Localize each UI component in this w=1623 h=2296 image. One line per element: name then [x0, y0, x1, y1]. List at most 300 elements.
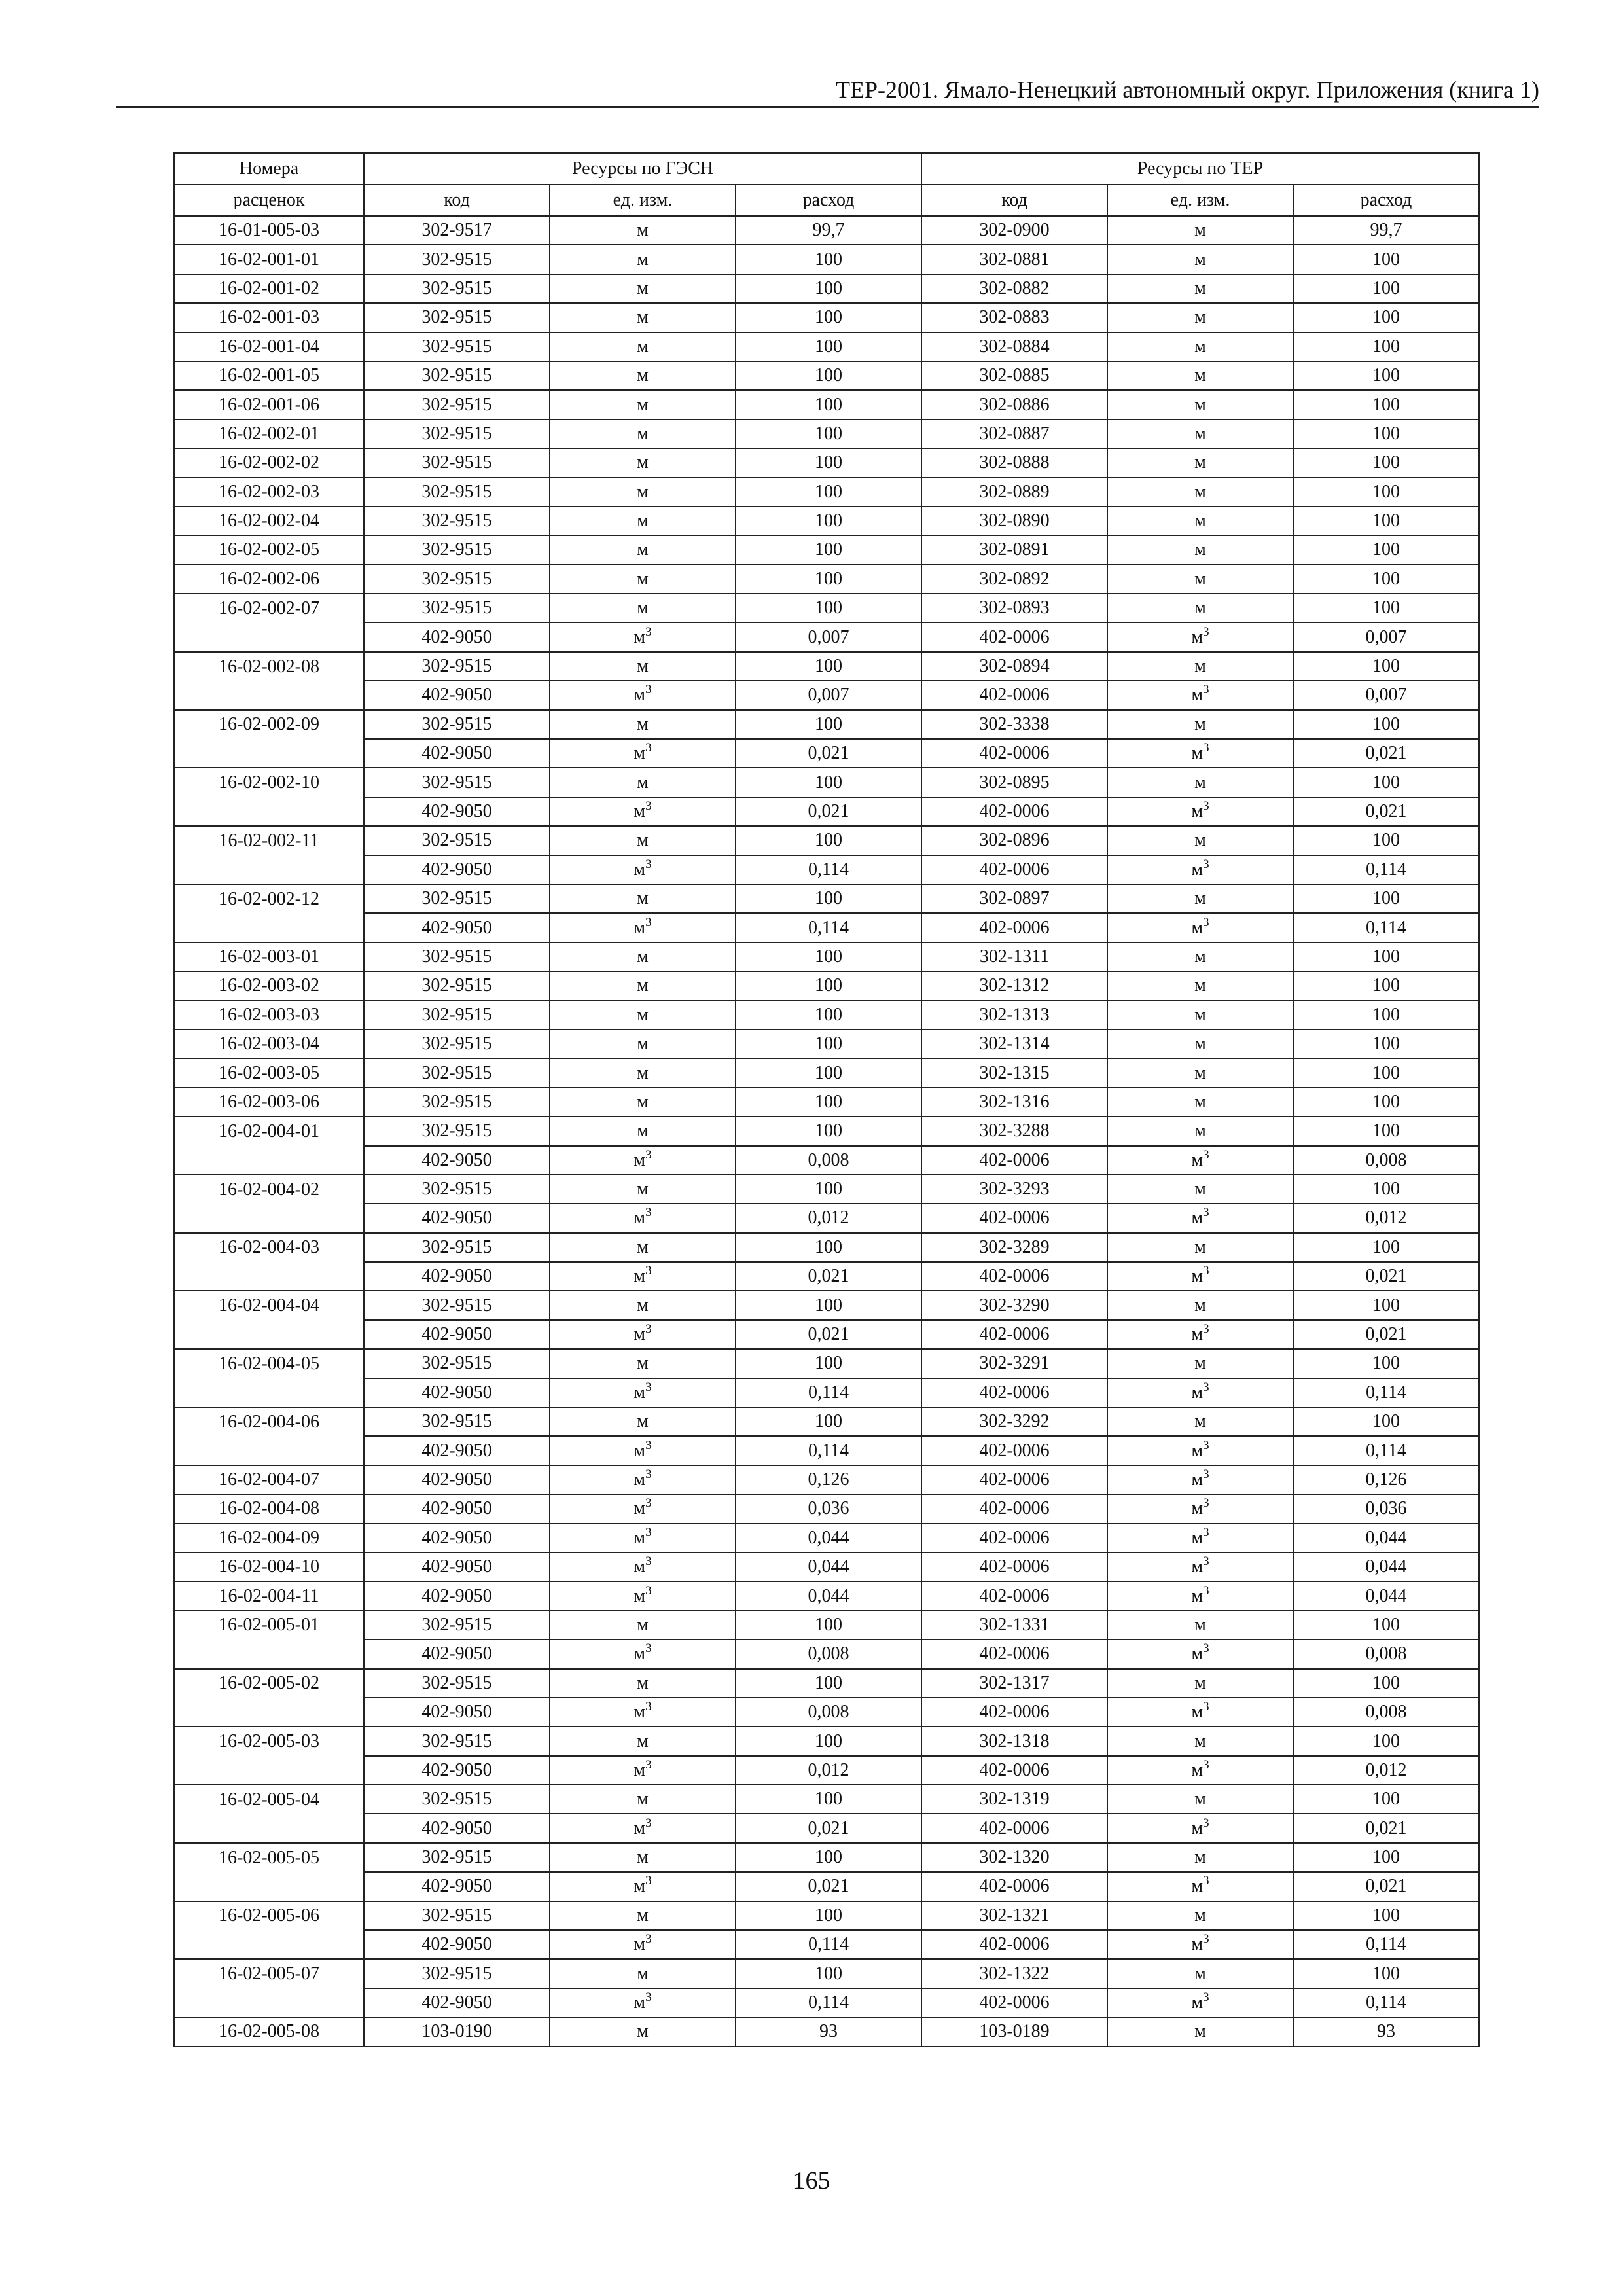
rate-number-cell: 16-02-001-02: [174, 274, 364, 303]
ter-amount-cell: 0,007: [1293, 622, 1479, 651]
table-row: [174, 1291, 1479, 1319]
ter-amount-cell: 100: [1293, 507, 1479, 535]
ter-amount-cell: 100: [1293, 245, 1479, 274]
gesn-amount-cell: 100: [736, 1058, 921, 1087]
ter-code-cell: 402-0006: [921, 1988, 1107, 2017]
table-row: [174, 1175, 1479, 1204]
ter-unit-cell: $м^3$: [1107, 1552, 1293, 1581]
ter-amount-cell: 100: [1293, 884, 1479, 913]
rate-number-cell: [174, 797, 364, 826]
ter-amount-cell: 100: [1293, 826, 1479, 855]
gesn-code-cell: 402-9050: [364, 855, 550, 884]
gesn-code-cell: 302-9515: [364, 1669, 550, 1698]
gesn-group-header: Ресурсы по ГЭСН: [364, 153, 921, 185]
ter-code-cell: 302-0894: [921, 652, 1107, 681]
table-row: [174, 565, 1479, 594]
rate-number-cell: 16-02-004-02: [174, 1175, 364, 1204]
ter-unit-cell: м: [1107, 1117, 1293, 1145]
ter-unit-cell: м: [1107, 1001, 1293, 1030]
ter-code-cell: 402-0006: [921, 1756, 1107, 1785]
ter-unit-cell: м: [1107, 1088, 1293, 1117]
gesn-code-cell: 402-9050: [364, 1465, 550, 1494]
gesn-amount-cell: 0,021: [736, 1814, 921, 1842]
gesn-code-cell: 302-9515: [364, 1901, 550, 1930]
ter-unit-cell: м: [1107, 2017, 1293, 2046]
gesn-code-cell: 302-9515: [364, 332, 550, 361]
gesn-unit-cell: м: [550, 390, 736, 419]
gesn-code-cell: 302-9515: [364, 565, 550, 594]
ter-amount-cell: 100: [1293, 448, 1479, 477]
ter-code-cell: 402-0006: [921, 855, 1107, 884]
table-row: [174, 1756, 1479, 1785]
rate-number-cell: 16-02-002-11: [174, 826, 364, 855]
gesn-amount-cell: 100: [736, 942, 921, 971]
ter-amount-cell: 100: [1293, 1001, 1479, 1030]
ter-unit-cell: $м^3$: [1107, 622, 1293, 651]
rate-number-cell: [174, 1262, 364, 1291]
gesn-amount-cell: 0,036: [736, 1494, 921, 1523]
table-row: [174, 303, 1479, 332]
gesn-unit-cell: $м^3$: [550, 1872, 736, 1901]
gesn-amount-cell: 100: [736, 652, 921, 681]
gesn-unit-cell: $м^3$: [550, 1204, 736, 1232]
ter-amount-cell: 100: [1293, 1233, 1479, 1262]
gesn-code-cell: 302-9515: [364, 1175, 550, 1204]
table-row: [174, 390, 1479, 419]
gesn-amount-cell: 0,114: [736, 855, 921, 884]
rate-number-cell: 16-02-001-01: [174, 245, 364, 274]
ter-unit-cell: $м^3$: [1107, 1988, 1293, 2017]
table-row: [174, 1959, 1479, 1988]
gesn-amount-cell: 0,007: [736, 622, 921, 651]
rate-number-cell: 16-02-002-05: [174, 535, 364, 564]
ter-unit-cell: $м^3$: [1107, 1262, 1293, 1291]
gesn-unit-cell: м: [550, 303, 736, 332]
gesn-code-cell: 402-9050: [364, 1640, 550, 1668]
ter-amount-cell: 100: [1293, 1349, 1479, 1378]
ter-amount-cell: 0,114: [1293, 1930, 1479, 1959]
table-row: [174, 1814, 1479, 1842]
gesn-unit-cell: м: [550, 216, 736, 245]
rate-number-cell: [174, 1146, 364, 1175]
rate-number-cell: 16-02-004-11: [174, 1581, 364, 1610]
ter-code-cell: 302-1311: [921, 942, 1107, 971]
gesn-code-cell: 302-9515: [364, 652, 550, 681]
gesn-unit-cell: м: [550, 1088, 736, 1117]
ter-amount-cell: 0,114: [1293, 1436, 1479, 1465]
ter-unit-cell: м: [1107, 216, 1293, 245]
table-row: [174, 1378, 1479, 1407]
gesn-code-cell: 302-9515: [364, 274, 550, 303]
ter-code-cell: 302-3291: [921, 1349, 1107, 1378]
gesn-unit-cell: м: [550, 768, 736, 797]
rate-number-cell: 16-02-004-03: [174, 1233, 364, 1262]
gesn-unit-cell: м: [550, 942, 736, 971]
col-number-header: Номера: [174, 153, 364, 185]
gesn-unit-cell: $м^3$: [550, 1640, 736, 1668]
gesn-amount-cell: 0,021: [736, 1262, 921, 1291]
ter-code-cell: 402-0006: [921, 1524, 1107, 1552]
rate-number-cell: 16-02-005-08: [174, 2017, 364, 2046]
ter-code-cell: 302-0887: [921, 420, 1107, 448]
gesn-unit-cell: м: [550, 1669, 736, 1698]
table-row: [174, 2017, 1479, 2046]
ter-unit-cell: $м^3$: [1107, 1146, 1293, 1175]
table-row: [174, 1233, 1479, 1262]
table-row: [174, 594, 1479, 622]
ter-unit-cell: $м^3$: [1107, 1640, 1293, 1668]
gesn-unit-cell: м: [550, 1001, 736, 1030]
ter-unit-cell: м: [1107, 507, 1293, 535]
ter-code-cell: 402-0006: [921, 681, 1107, 709]
gesn-unit-header: ед. изм.: [550, 185, 736, 216]
gesn-code-cell: 302-9515: [364, 535, 550, 564]
rate-number-cell: 16-02-004-08: [174, 1494, 364, 1523]
gesn-amount-cell: 100: [736, 1785, 921, 1814]
gesn-code-cell: 302-9515: [364, 1349, 550, 1378]
rate-number-cell: 16-02-002-12: [174, 884, 364, 913]
ter-amount-cell: 100: [1293, 535, 1479, 564]
rate-number-cell: 16-02-001-05: [174, 361, 364, 390]
ter-code-cell: 402-0006: [921, 1320, 1107, 1349]
gesn-amount-cell: 100: [736, 478, 921, 507]
ter-code-cell: 302-3338: [921, 710, 1107, 739]
ter-unit-cell: м: [1107, 303, 1293, 332]
gesn-unit-cell: $м^3$: [550, 1581, 736, 1610]
gesn-unit-cell: $м^3$: [550, 1552, 736, 1581]
rate-number-cell: 16-01-005-03: [174, 216, 364, 245]
ter-code-cell: 302-1314: [921, 1030, 1107, 1058]
table-row: [174, 971, 1479, 1000]
gesn-code-cell: 302-9515: [364, 710, 550, 739]
gesn-unit-cell: м: [550, 448, 736, 477]
ter-amount-cell: 0,114: [1293, 855, 1479, 884]
ter-code-cell: 402-0006: [921, 1552, 1107, 1581]
gesn-amount-cell: 0,114: [736, 1988, 921, 2017]
gesn-unit-cell: $м^3$: [550, 1988, 736, 2017]
gesn-amount-cell: 100: [736, 1233, 921, 1262]
gesn-amount-cell: 100: [736, 710, 921, 739]
table-row: [174, 652, 1479, 681]
gesn-amount-cell: 0,012: [736, 1756, 921, 1785]
ter-unit-cell: $м^3$: [1107, 1320, 1293, 1349]
ter-code-cell: 302-0888: [921, 448, 1107, 477]
ter-unit-cell: м: [1107, 594, 1293, 622]
gesn-amount-cell: 0,007: [736, 681, 921, 709]
rate-number-cell: 16-02-002-01: [174, 420, 364, 448]
gesn-amount-cell: 100: [736, 1959, 921, 1988]
gesn-amount-cell: 0,114: [736, 1930, 921, 1959]
ter-group-header: Ресурсы по ТЕР: [921, 153, 1479, 185]
gesn-code-cell: 302-9515: [364, 1959, 550, 1988]
ter-amount-cell: 0,036: [1293, 1494, 1479, 1523]
gesn-unit-cell: $м^3$: [550, 913, 736, 942]
rate-number-cell: 16-02-005-02: [174, 1669, 364, 1698]
gesn-code-cell: 402-9050: [364, 1698, 550, 1727]
running-header-text: ТЕР-2001. Ямало-Ненецкий автономный округ. Приложения (книга 1): [836, 77, 1539, 103]
table-row: [174, 1465, 1479, 1494]
gesn-code-cell: 402-9050: [364, 1930, 550, 1959]
gesn-unit-cell: м: [550, 1785, 736, 1814]
rate-number-cell: 16-02-004-01: [174, 1117, 364, 1145]
table-row: [174, 710, 1479, 739]
table-row: [174, 1727, 1479, 1755]
gesn-amount-cell: 0,044: [736, 1552, 921, 1581]
ter-unit-cell: м: [1107, 942, 1293, 971]
table-body: [174, 216, 1479, 2047]
rate-number-cell: [174, 622, 364, 651]
gesn-code-cell: 402-9050: [364, 1494, 550, 1523]
gesn-amount-cell: 100: [736, 420, 921, 448]
ter-unit-cell: м: [1107, 1901, 1293, 1930]
rate-number-cell: 16-02-001-03: [174, 303, 364, 332]
table-row: [174, 361, 1479, 390]
ter-code-cell: 302-0900: [921, 216, 1107, 245]
ter-unit-cell: $м^3$: [1107, 1698, 1293, 1727]
ter-amount-cell: 0,021: [1293, 1320, 1479, 1349]
table-row: [174, 1552, 1479, 1581]
ter-unit-cell: м: [1107, 1407, 1293, 1436]
ter-unit-cell: $м^3$: [1107, 739, 1293, 768]
ter-amount-cell: 100: [1293, 971, 1479, 1000]
ter-code-cell: 302-0881: [921, 245, 1107, 274]
ter-code-cell: 302-3290: [921, 1291, 1107, 1319]
ter-amount-cell: 0,021: [1293, 1872, 1479, 1901]
gesn-unit-cell: м: [550, 1407, 736, 1436]
gesn-amount-cell: 100: [736, 361, 921, 390]
gesn-code-cell: 302-9515: [364, 942, 550, 971]
rate-number-cell: [174, 913, 364, 942]
ter-unit-cell: м: [1107, 420, 1293, 448]
ter-code-cell: 302-1320: [921, 1843, 1107, 1872]
ter-unit-cell: $м^3$: [1107, 913, 1293, 942]
table-row: [174, 913, 1479, 942]
ter-unit-cell: $м^3$: [1107, 855, 1293, 884]
rate-number-cell: 16-02-003-02: [174, 971, 364, 1000]
ter-code-cell: 402-0006: [921, 1465, 1107, 1494]
gesn-unit-cell: $м^3$: [550, 622, 736, 651]
ter-code-cell: 402-0006: [921, 1640, 1107, 1668]
gesn-code-cell: 402-9050: [364, 681, 550, 709]
ter-unit-cell: $м^3$: [1107, 1814, 1293, 1842]
gesn-amount-cell: 100: [736, 826, 921, 855]
rate-number-cell: 16-02-004-07: [174, 1465, 364, 1494]
rate-number-cell: 16-02-002-09: [174, 710, 364, 739]
rate-number-cell: [174, 1988, 364, 2017]
ter-amount-cell: 0,114: [1293, 1988, 1479, 2017]
ter-code-cell: 402-0006: [921, 1930, 1107, 1959]
gesn-code-cell: 302-9515: [364, 361, 550, 390]
rate-number-cell: 16-02-004-09: [174, 1524, 364, 1552]
gesn-code-cell: 402-9050: [364, 622, 550, 651]
gesn-amount-cell: 100: [736, 884, 921, 913]
gesn-code-cell: 302-9515: [364, 390, 550, 419]
gesn-code-cell: 402-9050: [364, 1988, 550, 2017]
gesn-unit-cell: м: [550, 1843, 736, 1872]
ter-amount-cell: 100: [1293, 942, 1479, 971]
ter-amount-cell: 0,012: [1293, 1756, 1479, 1785]
ter-code-cell: 302-3288: [921, 1117, 1107, 1145]
gesn-code-cell: 402-9050: [364, 1436, 550, 1465]
gesn-amount-cell: 0,008: [736, 1640, 921, 1668]
rate-number-cell: 16-02-002-08: [174, 652, 364, 681]
gesn-amount-cell: 100: [736, 507, 921, 535]
ter-amount-cell: 100: [1293, 1291, 1479, 1319]
ter-code-cell: 402-0006: [921, 1378, 1107, 1407]
gesn-amount-cell: 100: [736, 390, 921, 419]
gesn-unit-cell: $м^3$: [550, 739, 736, 768]
rate-number-cell: 16-02-003-05: [174, 1058, 364, 1087]
ter-amount-cell: 100: [1293, 303, 1479, 332]
table-row: [174, 942, 1479, 971]
ter-code-cell: 103-0189: [921, 2017, 1107, 2046]
gesn-amount-cell: 100: [736, 594, 921, 622]
gesn-code-cell: 302-9515: [364, 1407, 550, 1436]
ter-amount-cell: 99,7: [1293, 216, 1479, 245]
gesn-code-cell: 402-9050: [364, 1814, 550, 1842]
ter-code-cell: 302-1313: [921, 1001, 1107, 1030]
gesn-amount-cell: 100: [736, 1727, 921, 1755]
ter-code-cell: 302-0896: [921, 826, 1107, 855]
ter-code-cell: 302-1317: [921, 1669, 1107, 1698]
ter-unit-cell: м: [1107, 1959, 1293, 1988]
gesn-unit-cell: м: [550, 971, 736, 1000]
ter-amount-cell: 100: [1293, 652, 1479, 681]
gesn-code-cell: 402-9050: [364, 913, 550, 942]
rate-number-cell: 16-02-003-01: [174, 942, 364, 971]
gesn-amount-cell: 100: [736, 245, 921, 274]
gesn-code-cell: 302-9515: [364, 1001, 550, 1030]
ter-unit-cell: м: [1107, 1785, 1293, 1814]
rate-number-cell: 16-02-004-04: [174, 1291, 364, 1319]
gesn-unit-cell: $м^3$: [550, 1320, 736, 1349]
table-row: [174, 1320, 1479, 1349]
ter-unit-cell: м: [1107, 274, 1293, 303]
gesn-unit-cell: $м^3$: [550, 1436, 736, 1465]
ter-amount-cell: 100: [1293, 1959, 1479, 1988]
ter-code-cell: 302-0883: [921, 303, 1107, 332]
ter-unit-cell: $м^3$: [1107, 1756, 1293, 1785]
gesn-amount-cell: 100: [736, 768, 921, 797]
table-row: [174, 1901, 1479, 1930]
gesn-amount-cell: 100: [736, 1001, 921, 1030]
rate-number-cell: 16-02-005-04: [174, 1785, 364, 1814]
ter-code-cell: 402-0006: [921, 622, 1107, 651]
ter-unit-cell: $м^3$: [1107, 1494, 1293, 1523]
rate-number-cell: 16-02-002-04: [174, 507, 364, 535]
ter-amount-cell: 93: [1293, 2017, 1479, 2046]
gesn-unit-cell: м: [550, 1727, 736, 1755]
table-row: [174, 1001, 1479, 1030]
gesn-code-cell: 402-9050: [364, 797, 550, 826]
table-row: [174, 420, 1479, 448]
rate-number-cell: [174, 1378, 364, 1407]
ter-amount-cell: 0,012: [1293, 1204, 1479, 1232]
gesn-code-cell: 302-9515: [364, 971, 550, 1000]
ter-amount-cell: 100: [1293, 478, 1479, 507]
gesn-amount-cell: 0,044: [736, 1524, 921, 1552]
ter-code-cell: 302-3293: [921, 1175, 1107, 1204]
gesn-amount-cell: 100: [736, 448, 921, 477]
table-row: [174, 1117, 1479, 1145]
ter-code-cell: 302-1312: [921, 971, 1107, 1000]
ter-unit-cell: $м^3$: [1107, 1436, 1293, 1465]
gesn-unit-cell: $м^3$: [550, 1378, 736, 1407]
gesn-unit-cell: м: [550, 652, 736, 681]
rate-number-cell: [174, 1320, 364, 1349]
gesn-unit-cell: $м^3$: [550, 1524, 736, 1552]
gesn-unit-cell: $м^3$: [550, 797, 736, 826]
gesn-unit-cell: м: [550, 245, 736, 274]
ter-amount-cell: 100: [1293, 1117, 1479, 1145]
gesn-amount-cell: 99,7: [736, 216, 921, 245]
ter-code-cell: 302-0893: [921, 594, 1107, 622]
ter-amount-cell: 100: [1293, 274, 1479, 303]
table-row: [174, 622, 1479, 651]
ter-code-cell: 302-0891: [921, 535, 1107, 564]
rate-number-cell: 16-02-005-07: [174, 1959, 364, 1988]
ter-amount-cell: 100: [1293, 768, 1479, 797]
ter-code-cell: 302-0897: [921, 884, 1107, 913]
ter-amount-cell: 100: [1293, 1058, 1479, 1087]
ter-amount-cell: 100: [1293, 420, 1479, 448]
ter-unit-cell: м: [1107, 245, 1293, 274]
rate-number-cell: [174, 1814, 364, 1842]
gesn-amount-cell: 0,012: [736, 1204, 921, 1232]
rate-number-cell: [174, 1640, 364, 1668]
ter-unit-cell: м: [1107, 1611, 1293, 1640]
gesn-unit-cell: м: [550, 478, 736, 507]
ter-code-cell: 402-0006: [921, 1436, 1107, 1465]
ter-amount-cell: 0,044: [1293, 1581, 1479, 1610]
ter-amount-cell: 0,021: [1293, 739, 1479, 768]
rate-number-cell: 16-02-002-10: [174, 768, 364, 797]
ter-unit-cell: м: [1107, 1843, 1293, 1872]
gesn-amount-cell: 100: [736, 1088, 921, 1117]
rate-number-cell: 16-02-001-04: [174, 332, 364, 361]
gesn-unit-cell: м: [550, 1959, 736, 1988]
ter-amount-cell: 100: [1293, 1175, 1479, 1204]
ter-code-cell: 402-0006: [921, 739, 1107, 768]
col-number-header-line2: расценок: [174, 185, 364, 216]
ter-amount-cell: 100: [1293, 594, 1479, 622]
gesn-unit-cell: м: [550, 274, 736, 303]
table-row: [174, 1872, 1479, 1901]
gesn-unit-cell: м: [550, 361, 736, 390]
ter-amount-cell: 100: [1293, 332, 1479, 361]
gesn-code-cell: 302-9517: [364, 216, 550, 245]
gesn-code-cell: 402-9050: [364, 1581, 550, 1610]
gesn-unit-cell: м: [550, 535, 736, 564]
ter-amount-cell: 0,114: [1293, 913, 1479, 942]
table-row: [174, 826, 1479, 855]
ter-amount-cell: 0,044: [1293, 1524, 1479, 1552]
rate-number-cell: 16-02-003-06: [174, 1088, 364, 1117]
rate-number-cell: [174, 1756, 364, 1785]
ter-code-cell: 402-0006: [921, 913, 1107, 942]
rate-number-cell: 16-02-005-05: [174, 1843, 364, 1872]
gesn-amount-cell: 100: [736, 332, 921, 361]
ter-code-cell: 302-3289: [921, 1233, 1107, 1262]
rate-number-cell: 16-02-003-03: [174, 1001, 364, 1030]
ter-code-cell: 302-0889: [921, 478, 1107, 507]
gesn-amount-cell: 100: [736, 1291, 921, 1319]
ter-amount-cell: 100: [1293, 1611, 1479, 1640]
ter-unit-cell: $м^3$: [1107, 797, 1293, 826]
gesn-unit-cell: м: [550, 1233, 736, 1262]
ter-unit-cell: м: [1107, 884, 1293, 913]
table-row: [174, 1843, 1479, 1872]
